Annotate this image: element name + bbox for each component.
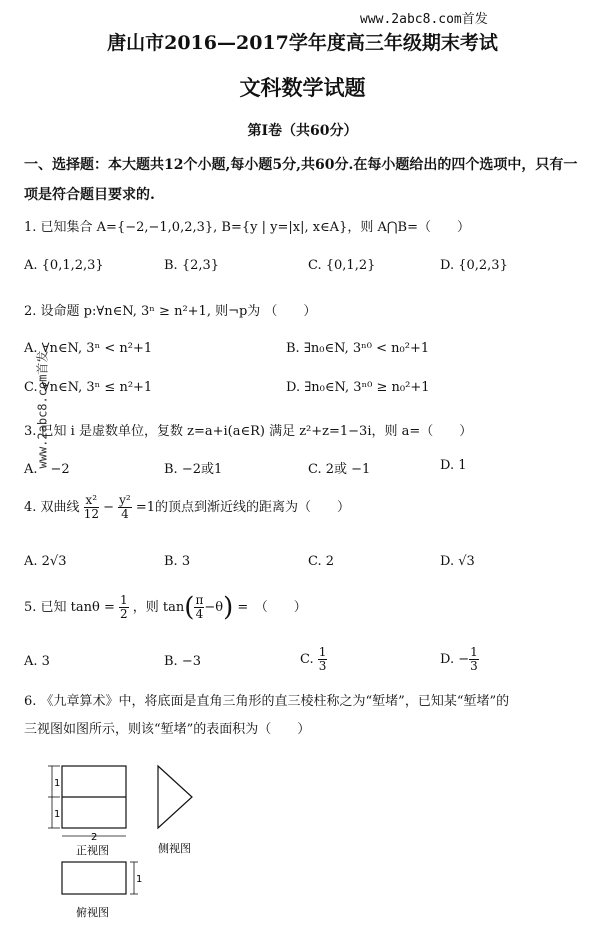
top-view-label: 俯视图 [76,906,109,919]
fraction-numerator: y² [119,493,131,507]
side-view-label: 侧视图 [158,842,191,855]
question-5-minus-theta: −θ [204,600,224,615]
question-4-stem-post: =1的顶点到渐近线的距离为（ ） [135,500,351,515]
dim-label-1b: 1 [54,809,61,820]
fraction-x2-over-12 [84,494,99,521]
question-4-option-a: A. 2√3 [24,554,67,569]
front-view-label: 正视图 [76,844,109,857]
minus-sign: − [103,500,115,515]
question-4-stem-pre: 4. 双曲线 [24,500,80,515]
fraction-numerator: π [195,593,204,607]
side-view-figure [150,760,220,860]
question-1-stem: 1. 已知集合 A={−2,−1,0,2,3}, B={y | y=|x|, x∈A}，则 A⋂B=（ ） [24,220,470,235]
question-5-stem: 5. 已知 tanθ = $\frac{1}{2}$ ，则 tan( $\frac{\pi}{4}$ −θ) = （ ） [24,592,307,623]
fraction-numerator: 1 [318,645,327,659]
question-3-stem: 3. 已知 i 是虚数单位，复数 z=a+i(a∈R) 满足 z²+z=1−3i，则 a=（ ） [24,424,473,439]
question-2-stem: 2. 设命题 p:∀n∈N, 3ⁿ ≥ n²+1, 则¬p为 （ ） [24,304,317,319]
fraction-numerator: 1 [470,645,478,659]
watermark-top: www.2abc8.com首发 [360,12,488,27]
question-6-line-1: 6. 《九章算术》中，将底面是直角三角形的直三棱柱称之为“堑堵”，已知某“堑堵”的 [24,694,510,709]
option-d-label: D. − [440,652,470,667]
question-1-option-a: A. {0,1,2,3} [24,258,104,273]
fraction-one-half [119,594,129,621]
question-1-option-b: B. {2,3} [164,258,220,273]
question-5-option-a: A. 3 [24,654,50,669]
question-5-option-d [440,646,479,673]
side-view-triangle [158,766,192,828]
fraction-numerator: 1 [120,593,128,607]
question-5-stem-end: = （ ） [237,600,307,615]
question-3-option-d: D. 1 [440,458,467,473]
question-4-option-c: C. 2 [308,554,335,569]
fraction-y2-over-4 [118,494,132,521]
fraction-denominator: 3 [470,659,478,673]
option-c-label: C. [300,652,314,667]
exam-title: 唐山市2016—2017学年度高三年级期末考试 [107,32,498,54]
question-5-stem-pre: 5. 已知 tanθ = [24,600,115,615]
question-3-option-b: B. −2或1 [164,462,223,477]
question-4-option-d: D. √3 [440,554,475,569]
dim-label-1a: 1 [54,778,61,789]
fraction-denominator: 12 [83,507,99,521]
exam-subtitle: 文科数学试题 [239,75,366,100]
front-view-figure [40,760,150,860]
question-2-option-a: A. ∀n∈N, 3ⁿ < n²+1 [24,341,153,356]
fraction-one-third [318,646,328,673]
top-view-rect [62,862,126,894]
dim-label-2: 2 [91,832,98,843]
question-2-option-b: B. ∃n₀∈N, 3ⁿ⁰ < n₀²+1 [286,341,430,356]
question-3-option-c: C. 2或 −1 [308,462,371,477]
volume-heading: 第Ⅰ卷（共60分） [247,123,358,139]
question-1-option-c: C. {0,1,2} [308,258,376,273]
fraction-numerator: x² [85,493,98,507]
question-5-option-c [300,646,327,673]
fraction-pi-over-4 [194,594,204,621]
question-2-option-d: D. ∃n₀∈N, 3ⁿ⁰ ≥ n₀²+1 [286,380,430,395]
question-4-option-b: B. 3 [164,554,191,569]
question-5-stem-mid: ，则 tan [132,600,185,615]
fraction-denominator: 4 [121,507,129,521]
question-1-option-d: D. {0,2,3} [440,258,508,273]
fraction-denominator: 2 [120,607,128,621]
section-instructions: 一、选择题：本大题共12个小题,每小题5分,共60分.在每小题给出的四个选项中，只有一项是符合题目要求的. [24,157,578,203]
question-4-stem [24,494,350,521]
question-5-option-b: B. −3 [164,654,201,669]
top-dim-label-1: 1 [136,874,143,885]
watermark-side: www.2abc8.com首发 [35,350,50,469]
question-2-option-c: C. ∀n∈N, 3ⁿ ≤ n²+1 [24,380,153,395]
question-6-line-2: 三视图如图所示，则该“堑堵”的表面积为（ ） [24,722,311,737]
fraction-denominator: 4 [195,607,204,621]
fraction-denominator: 3 [318,659,327,673]
question-3-option-a: A. −2 [24,462,70,477]
top-view-figure [40,856,150,926]
fraction-one-third [469,646,479,673]
